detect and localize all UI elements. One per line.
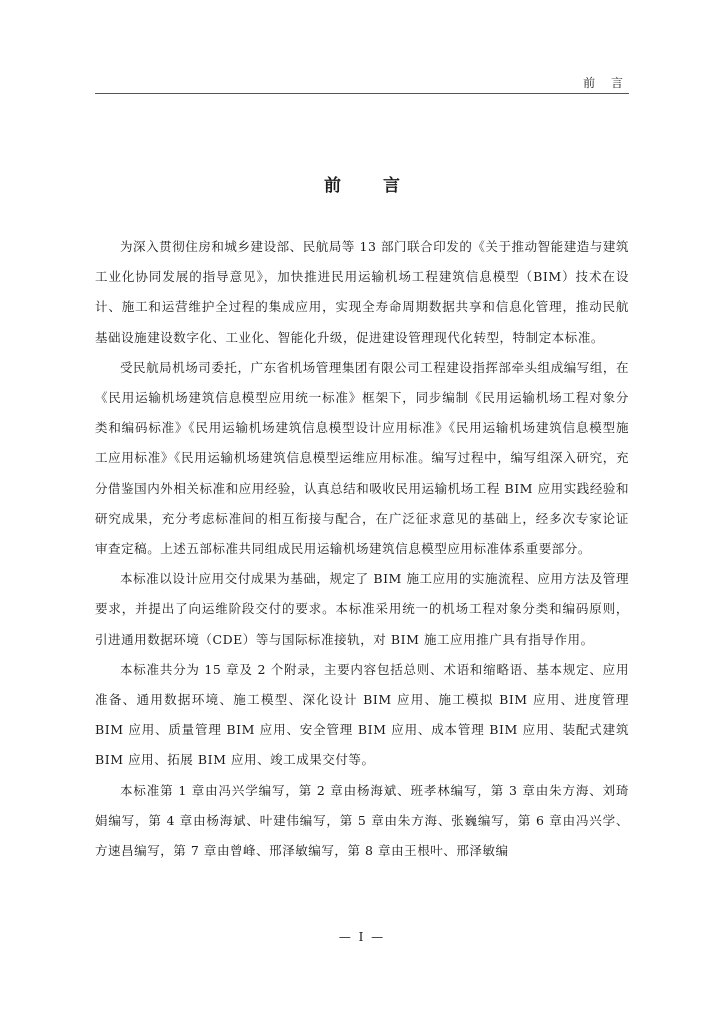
header-divider (95, 93, 629, 94)
body-text (95, 232, 629, 866)
paragraph-scope: 本标准以设计应用交付成果为基础，规定了 BIM 施工应用的实施流程、应用方法及管理要求，并提出了向运维阶段交付的要求。本标准采用统一的机场工程对象分类和编码原则，引进通用数据环境（CDE）等与国际标准接轨，对 BIM 施工应用推广具有指导作用。 (95, 571, 629, 647)
page-number: — I — (338, 930, 386, 944)
paragraph-authors: 本标准第 1 章由冯兴学编写，第 2 章由杨海斌、班孝林编写，第 3 章由朱方海、刘琦娟编写，第 4 章由杨海斌、叶建伟编写，第 5 章由朱方海、张巍编写，第 6 章由冯兴学、方速昌编写，第 7 章由曾峰、邢泽敏编写，第 8 章由王根叶、邢泽敏编 (95, 782, 629, 859)
page-title: 前 言 (324, 176, 418, 197)
running-header-title: 前 言 (583, 76, 629, 90)
paragraph-compilation: 受民航局机场司委托，广东省机场管理集团有限公司工程建设指挥部牵头组成编写组，在《民用运输机场建筑信息模型应用统一标准》框架下，同步编制《民用运输机场工程对象分类和编码标准》《民用运输机场建筑信息模型设计应用标准》《民用运输机场建筑信息模型施工应用标准》《民用运输机场建筑信息模型运维应用标准。编写过程中，编写组深入研究，充分借鉴国内外相关标准和应用经验，认真总结和吸收民用运输机场工程 BIM 应用实践经验和研究成果，充分考虑标准间的相互衔接与配合，在广泛征求意见的基础上，经多次专家论证审查定稿。上述五部标准共同组成民用运输机场建筑信息模型应用标准体系重要部分。 (95, 359, 629, 557)
paragraph-purpose: 为深入贯彻住房和城乡建设部、民航局等 13 部门联合印发的《关于推动智能建造与建筑工业化协同发展的指导意见》，加快推进民用运输机场工程建筑信息模型（BIM）技术在设计、施工和运营维护全过程的集成应用，实现全寿命周期数据共享和信息化管理，推动民航基础设施建设数字化、工业化、智能化升级，促进建设管理现代化转型，特制定本标准。 (95, 239, 629, 345)
paragraph-contents: 本标准共分为 15 章及 2 个附录，主要内容包括总则、术语和缩略语、基本规定、应用准备、通用数据环境、施工模型、深化设计 BIM 应用、施工模拟 BIM 应用、进度管理 BIM 应用、质量管理 BIM 应用、安全管理 BIM 应用、成本管理 BIM 应用、装配式建筑 BIM 应用、拓展 BIM 应用、竣工成果交付等。 (95, 661, 629, 768)
